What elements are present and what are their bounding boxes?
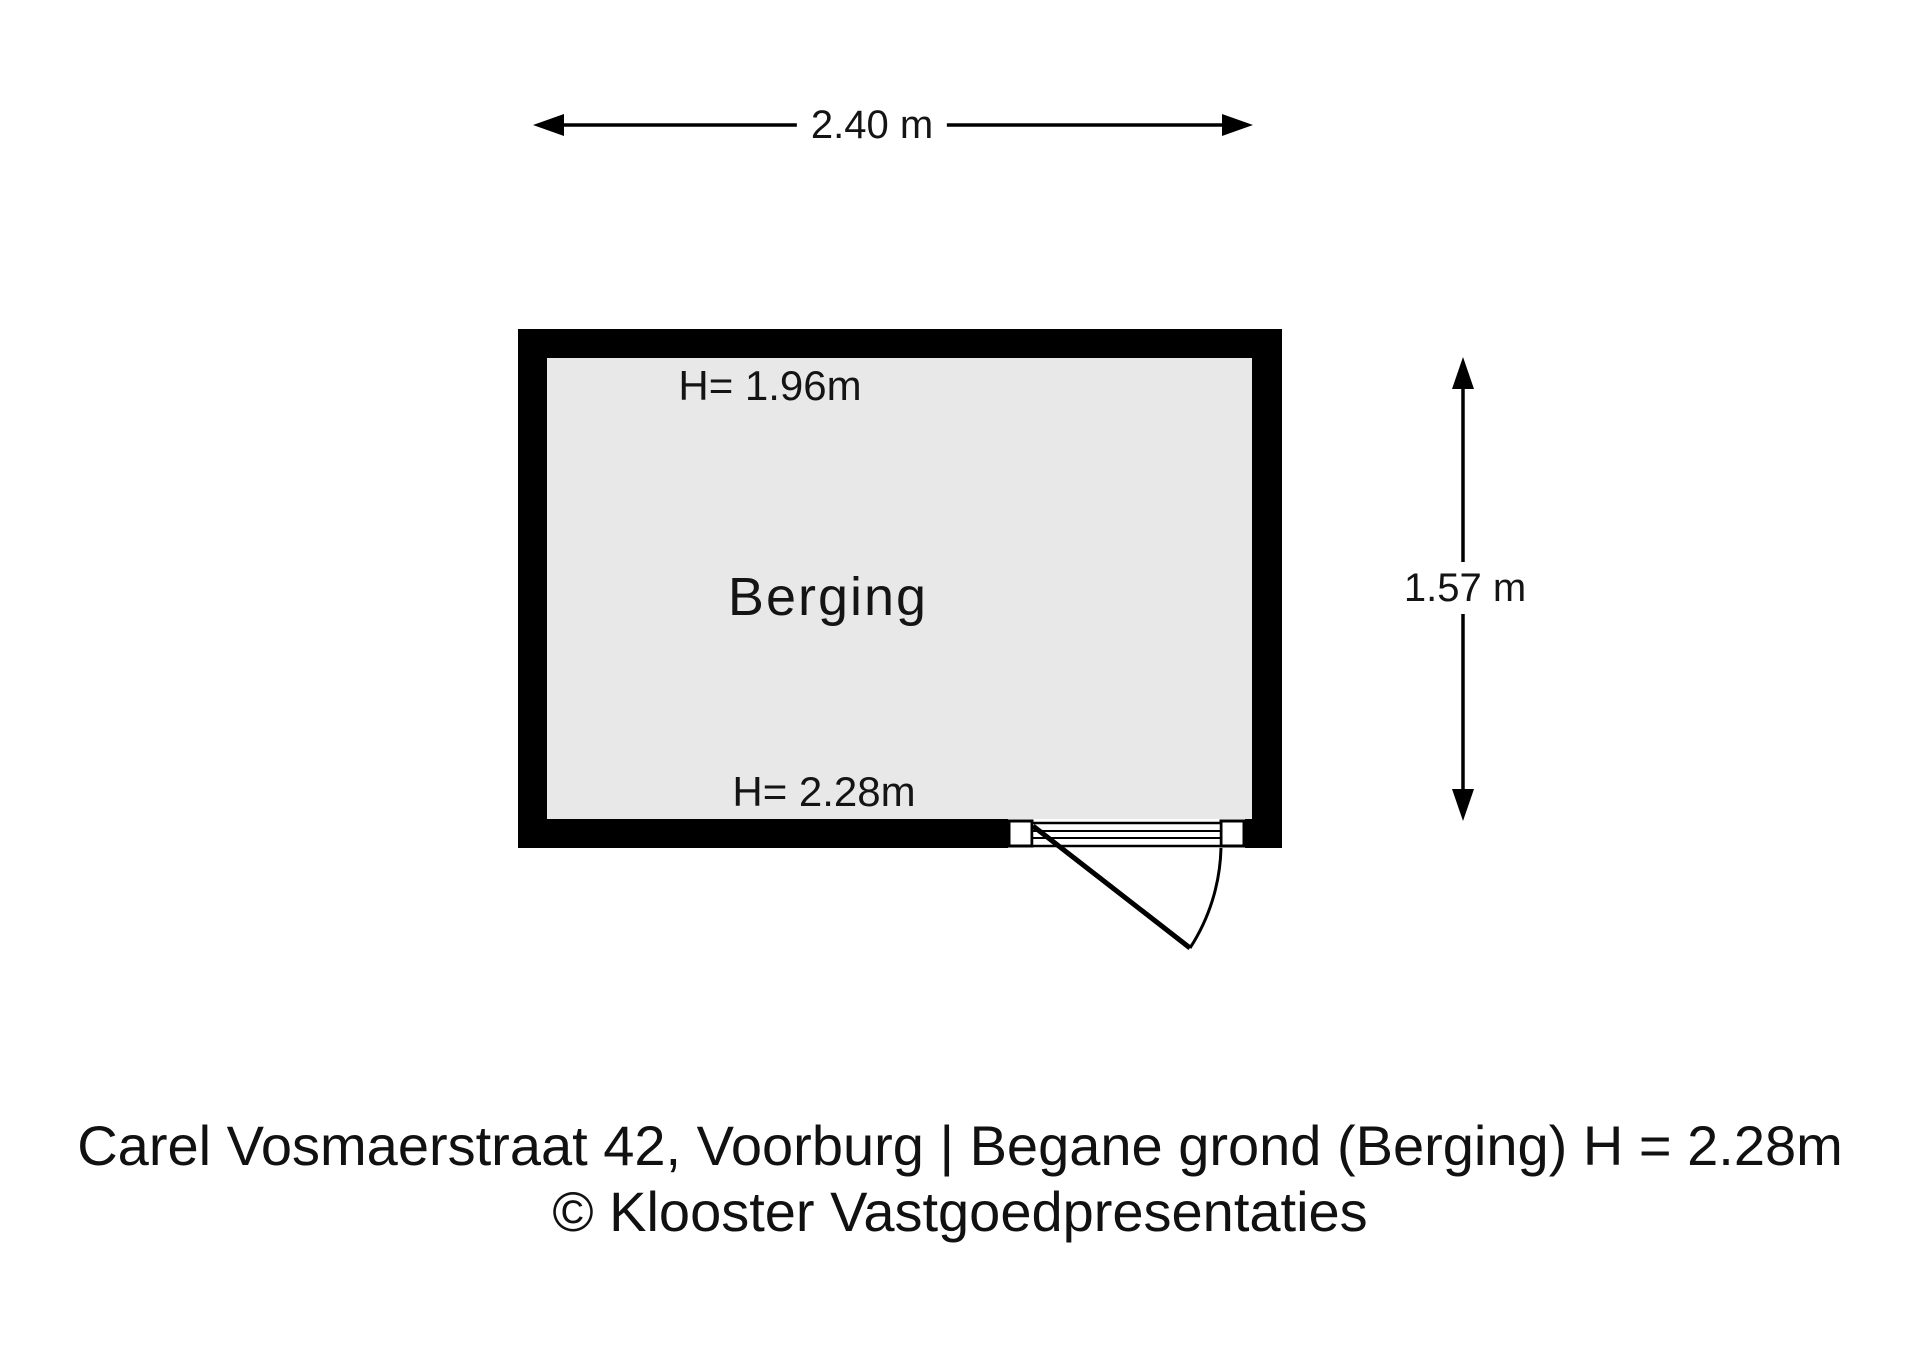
arrow-left-icon [533, 114, 564, 136]
ceiling-height-bottom-label: H= 2.28m [732, 768, 916, 815]
door-jamb-left [1009, 821, 1032, 846]
arrow-right-icon [1222, 114, 1253, 136]
height-dimension-label: 1.57 m [1390, 562, 1540, 614]
ceiling-height-top-label: H= 1.96m [678, 362, 862, 409]
arrow-up-icon [1452, 357, 1474, 389]
door-swing-arc [1190, 848, 1221, 948]
arrow-down-icon [1452, 789, 1474, 821]
door-jamb-right [1221, 821, 1244, 846]
width-dimension-label: 2.40 m [797, 99, 947, 151]
room-name-label: Berging [727, 567, 929, 627]
caption-copyright: © Klooster Vastgoedpresentaties [552, 1180, 1368, 1243]
door-panel [1032, 823, 1221, 846]
door-opening [1008, 819, 1245, 948]
caption-address: Carel Vosmaerstraat 42, Voorburg | Begane grond (Berging) H = 2.28m [77, 1114, 1843, 1177]
